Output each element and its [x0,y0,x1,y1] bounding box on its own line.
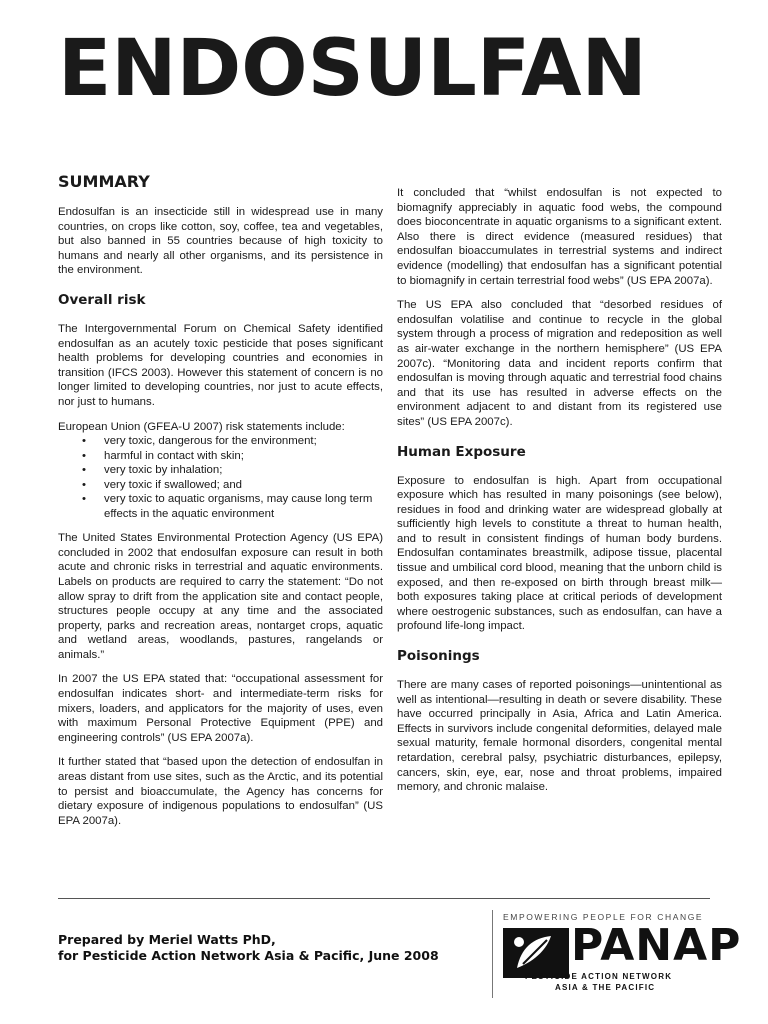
overall-risk-para-5: It further stated that “based upon the detection of endosulfan in areas distant from use sites, such as the Arctic, and its potential to persist and bioaccumulate, the Agency has concerns for dietary exposure of indigenous populations to endosulfan” (US EPA 2007a). [58,756,383,827]
eu-risk-list [58,434,383,521]
overall-risk-heading: Overall risk [58,291,146,308]
logo-tagline: EMPOWERING PEOPLE FOR CHANGE [503,912,704,922]
overall-risk-para-3: The United States Environmental Protection Agency (US EPA) concluded in 2002 that endosulfan exposure can result in both acute and chronic risks in terrestrial and aquatic environments. Labels on products are required to carry the statement: “Do not allow spray to drift from the application site and contact people, structures people occupy at any time and the associated property, parks and recreation areas, nontarget crops, aquatic and wetland areas, woodlands, pastures, rangelands or animals.” [58,532,383,661]
overall-risk-para-6: It concluded that “whilst endosulfan is not expected to biomagnify appreciably in aquatic food webs, the compound does bioconcentrate in aquatic organisms to a significant extent. Also there is direct evidence (measured residues) that endosulfan bioaccumulates in terrestrial systems and indirect evidence (modelling) that endosulfan has a significant potential to biomagnify in certain terrestrial food webs” (US EPA 2007a). [397,187,722,287]
footer-divider [58,898,710,899]
logo-wordmark: PANAP [571,920,742,971]
credit-line-1: Prepared by Meriel Watts PhD, [58,932,276,947]
leaf-mark-icon [503,928,569,978]
left-column [58,172,383,828]
poisonings-heading: Poisonings [397,648,480,665]
summary-heading: SUMMARY [58,172,150,191]
author-credit [58,932,439,964]
credit-line-2: for Pesticide Action Network Asia & Pacific, June 2008 [58,948,439,963]
list-item: • harmful in contact with skin; [104,449,383,464]
logo-subtitle-2: ASIA & THE PACIFIC [555,983,656,992]
panap-logo [492,910,742,998]
list-item: • very toxic, dangerous for the environment; [104,434,383,449]
overall-risk-para-4: In 2007 the US EPA stated that: “occupational assessment for endosulfan indicates short- and intermediate-term risks for mixers, loaders, and applicators for the majority of uses, even with maximum Personal Protective Equipment (PPE) and engineering controls” (US EPA 2007a). [58,673,383,744]
list-item: • very toxic if swallowed; and [104,478,383,493]
poisonings-para: There are many cases of reported poisonings—unintentional as well as intentional—resulting in death or severe disability. These have occurred principally in Asia, Africa and Latin America. Effects in survivors include congenital deformities, delayed male sexual maturity, female hormonal disorders, congenital mental retardation, cerebral palsy, psychiatric disturbances, epilepsy, cancers, skin, eye, ear, nose and throat problems, impaired memory, and chronic malaise. [397,679,722,794]
page-title: ENDOSULFAN [58,24,647,114]
summary-intro: Endosulfan is an insecticide still in widespread use in many countries, on crops like cotton, soy, coffee, tea and vegetables, but also banned in 55 countries because of high toxicity to humans and nearly all other organisms, and its persistence in the environment. [58,206,383,277]
leaf-mark-icon-svg [503,928,569,978]
overall-risk-para-2: European Union (GFEA-U 2007) risk statements include: [58,420,345,433]
human-exposure-para: Exposure to endosulfan is high. Apart from occupational exposure which has resulted in many poisonings (see below), residues in food and drinking water are widespread globally at sufficiently high levels to constitute a threat to human health, and to result in consistent findings of human body burdens. Endosulfan contaminates breastmilk, adipose tissue, placental tissue and umbilical cord blood, meaning that the unborn child is exposed, and then re-exposed on birth through breast milk—both exposures taking place at critical periods of development where oestrogenic substances, such as endosulfan, can have a profound life-long impact. [397,474,722,633]
overall-risk-para-7: The US EPA also concluded that “desorbed residues of endosulfan volatilise and continue to recycle in the global system through a process of migration and redeposition as well as air-water exchange in the northern hemisphere” (US EPA 2007c). “Monitoring data and incident reports confirm that endosulfan is moving through aquatic and terrestrial food chains and that its use has resulted in adverse effects on the environment adjacent to and distant from its registered use sites” (US EPA 2007c). [397,299,722,428]
logo-subtitle-1: PESTICIDE ACTION NETWORK [525,972,673,981]
list-item: • very toxic to aquatic organisms, may cause long term effects in the aquatic environment [104,492,383,521]
list-item: • very toxic by inhalation; [104,463,383,478]
human-exposure-heading: Human Exposure [397,443,526,460]
right-column [397,186,722,795]
overall-risk-para-1: The Intergovernmental Forum on Chemical Safety identified endosulfan as an acutely toxic pesticide that poses significant health problems for developing countries and economies in transition (IFCS 2003). However this statement of concern is no longer limited to developing countries, nor just to acute effects, nor just to humans. [58,322,383,408]
